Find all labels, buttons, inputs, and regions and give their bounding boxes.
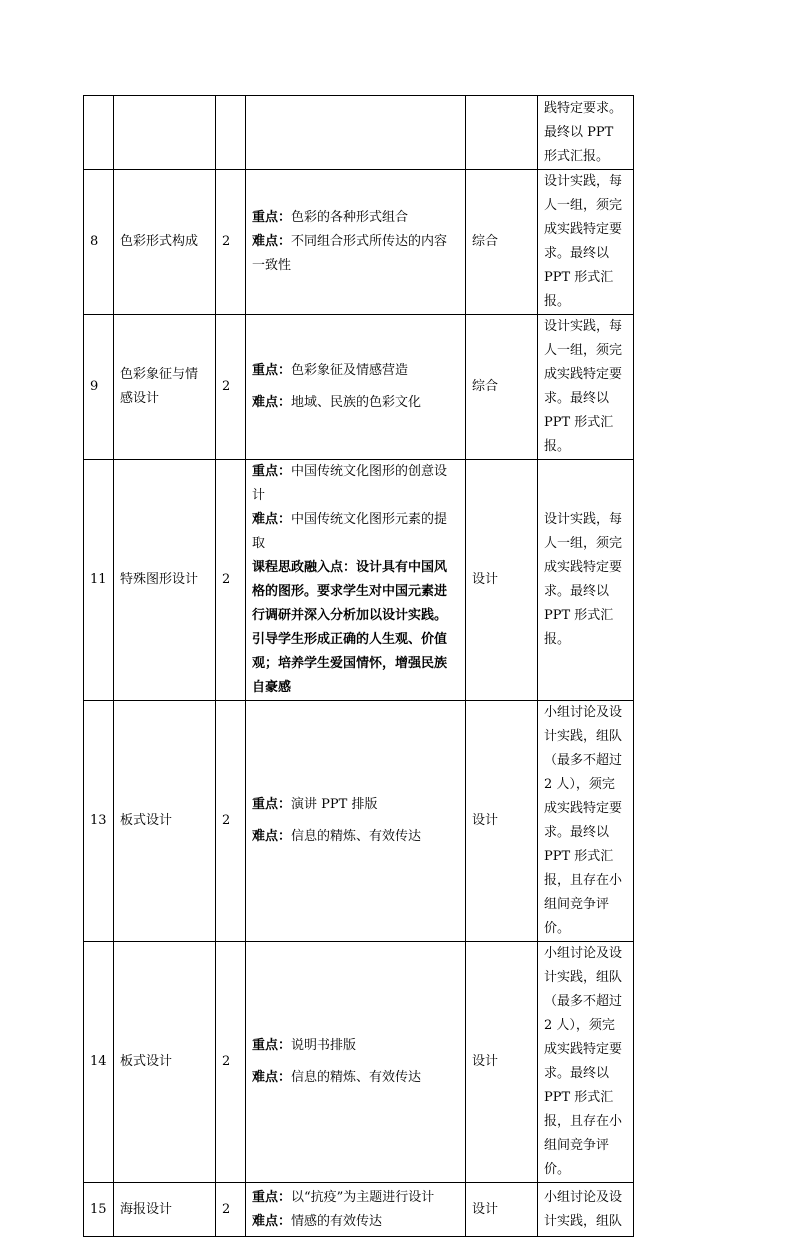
key-point-line: [252, 206, 459, 230]
key-text: 以“抗疫”为主题进行设计: [291, 1189, 435, 1205]
type-cell: 设计: [466, 701, 538, 942]
method-text: 践特定要求。最终以 PPT 形式汇报。: [544, 100, 623, 164]
table-row: [84, 170, 634, 315]
difficulty-text: 中国传统文化图形元素的提取: [252, 512, 448, 551]
row-number-cell: 11: [84, 460, 114, 701]
difficulty-label: 难点：: [252, 234, 292, 249]
method-text: 小组讨论及设计实践，组队（最多不超过 2 人），须完成实践特定要求。最终以 PPT 形式汇报，且存在小组间竞争评价。: [544, 946, 623, 1177]
key-text: 色彩的各种形式组合: [291, 210, 409, 225]
table-row: [84, 1183, 634, 1237]
course-name-cell: 海报设计: [114, 1183, 216, 1237]
course-name-cell: 色彩象征与情感设计: [114, 315, 216, 460]
key-label: 重点：: [252, 1038, 292, 1053]
difficulty-line: [252, 1210, 459, 1234]
course-name-cell: 板式设计: [114, 701, 216, 942]
difficulty-line: [252, 230, 459, 278]
key-label: 重点：: [252, 363, 292, 378]
key-points-cell: [246, 1183, 466, 1237]
difficulty-text: 信息的精炼、有效传达: [291, 829, 422, 844]
hours-cell: 2: [216, 1183, 246, 1237]
type-cell: [466, 96, 538, 170]
key-points-cell: [246, 96, 466, 170]
key-text: 色彩象征及情感营造: [291, 363, 409, 378]
key-points-cell: [246, 315, 466, 460]
key-label: 重点：: [252, 464, 292, 479]
difficulty-line: [252, 825, 459, 849]
method-cell: [538, 1183, 634, 1237]
type-cell: 设计: [466, 460, 538, 701]
difficulty-label: 难点：: [252, 512, 292, 527]
method-cell: [538, 315, 634, 460]
key-point-line: [252, 460, 459, 508]
table-row: [84, 701, 634, 942]
difficulty-line: [252, 508, 459, 556]
hours-cell: 2: [216, 942, 246, 1183]
course-table: [83, 95, 634, 1237]
key-points-cell: [246, 460, 466, 701]
key-label: 重点：: [252, 797, 292, 812]
course-name-cell: 特殊图形设计: [114, 460, 216, 701]
method-cell: [538, 170, 634, 315]
method-text: 设计实践，每人一组，须完成实践特定要求。最终以 PPT 形式汇报。: [544, 512, 623, 647]
key-label: 重点：: [252, 1189, 292, 1205]
course-name-cell: 板式设计: [114, 942, 216, 1183]
row-number-cell: 14: [84, 942, 114, 1183]
difficulty-label: 难点：: [252, 1070, 292, 1085]
type-cell: 设计: [466, 942, 538, 1183]
hours-cell: [216, 96, 246, 170]
table-row: [84, 96, 634, 170]
key-point-line: [252, 359, 459, 383]
difficulty-text: 不同组合形式所传达的内容一致性: [252, 234, 448, 273]
key-point-line: [252, 1034, 459, 1058]
method-cell: [538, 96, 634, 170]
row-number-cell: 13: [84, 701, 114, 942]
hours-cell: 2: [216, 315, 246, 460]
table-row: [84, 315, 634, 460]
hours-cell: 2: [216, 170, 246, 315]
method-text: 小组讨论及设计实践，组队: [544, 1189, 623, 1229]
key-label: 重点：: [252, 210, 292, 225]
key-text: 演讲 PPT 排版: [291, 797, 378, 812]
difficulty-label: 难点：: [252, 829, 292, 844]
method-cell: [538, 701, 634, 942]
difficulty-line: [252, 1066, 459, 1090]
key-point-line: [252, 1186, 459, 1210]
type-cell: 设计: [466, 1183, 538, 1237]
key-point-line: [252, 793, 459, 817]
difficulty-text: 情感的有效传达: [291, 1213, 383, 1229]
hours-cell: 2: [216, 460, 246, 701]
method-text: 小组讨论及设计实践，组队（最多不超过 2 人），须完成实践特定要求。最终以 PPT 形式汇报，且存在小组间竞争评价。: [544, 705, 623, 936]
course-name-cell: [114, 96, 216, 170]
key-points-cell: [246, 170, 466, 315]
row-number-cell: 15: [84, 1183, 114, 1237]
course-name-cell: 色彩形式构成: [114, 170, 216, 315]
difficulty-label: 难点：: [252, 1213, 292, 1229]
ideology-integration-text: 课程思政融入点：设计具有中国风格的图形。要求学生对中国元素进行调研并深入分析加以设计实践。引导学生形成正确的人生观、价值观；培养学生爱国情怀，增强民族自豪感: [252, 560, 448, 695]
difficulty-text: 信息的精炼、有效传达: [291, 1070, 422, 1085]
difficulty-text: 地域、民族的色彩文化: [291, 395, 422, 410]
table-row: [84, 942, 634, 1183]
difficulty-label: 难点：: [252, 395, 292, 410]
method-text: 设计实践，每人一组，须完成实践特定要求。最终以 PPT 形式汇报。: [544, 174, 623, 309]
difficulty-line: [252, 391, 459, 415]
method-cell: [538, 942, 634, 1183]
key-text: 说明书排版: [291, 1038, 357, 1053]
method-cell: [538, 460, 634, 701]
row-number-cell: 9: [84, 315, 114, 460]
type-cell: 综合: [466, 315, 538, 460]
key-points-cell: [246, 701, 466, 942]
key-text: 中国传统文化图形的创意设计: [252, 464, 448, 503]
table-row: [84, 460, 634, 701]
row-number-cell: [84, 96, 114, 170]
method-text: 设计实践，每人一组，须完成实践特定要求。最终以 PPT 形式汇报。: [544, 319, 623, 454]
key-points-cell: [246, 942, 466, 1183]
row-number-cell: 8: [84, 170, 114, 315]
hours-cell: 2: [216, 701, 246, 942]
type-cell: 综合: [466, 170, 538, 315]
